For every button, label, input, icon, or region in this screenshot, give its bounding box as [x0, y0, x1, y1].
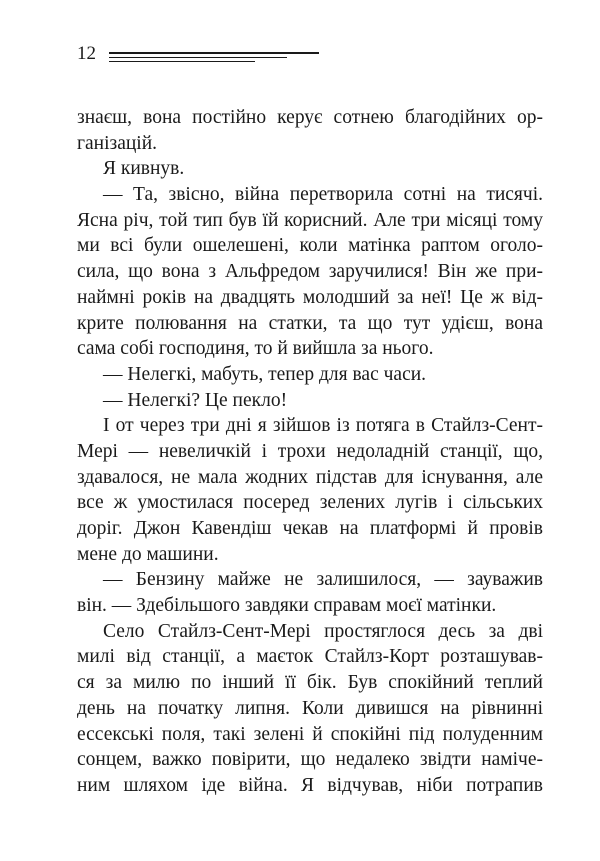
text-line: ганізацій. [77, 132, 158, 154]
text-line: — Нелегкі? Це пекло! [103, 389, 288, 411]
text-line: мене до машини. [77, 543, 219, 565]
text-line: день на початку липня. Коли дивишся на рівнинні [77, 697, 543, 719]
text-line: знаєш, вона постійно керує сотнею благодійних ор- [77, 107, 543, 128]
text-line: крите полювання на статки, та що тут удієш, вона [77, 312, 543, 334]
header-rule-middle [109, 57, 287, 58]
text-line: Село Стайлз-Сент-Мері простяглося десь за дві [103, 620, 543, 642]
text-line: ся за милю по інший її бік. Був спокійний теплий [77, 672, 543, 694]
header-rule-bottom [109, 61, 255, 62]
text-line: ми всі були ошелешені, коли матінка раптом оголо- [77, 235, 543, 257]
text-line: він. — Здебільшого завдяки справам моєї матінки. [77, 595, 497, 617]
text-line: Ясна річ, той тип був їй корисний. Але три місяці тому [77, 209, 543, 231]
text-line: — Та, звісно, війна перетворила сотні на тисячі. [103, 184, 543, 206]
text-line: — Нелегкі, мабуть, тепер для вас часи. [103, 363, 427, 385]
header-rule-top [109, 52, 319, 54]
body-text [77, 105, 543, 799]
text-line: — Бензину майже не залишилося, — зауважив [103, 569, 543, 591]
text-line: сила, що вона з Альфредом заручилися! Він же при- [77, 261, 543, 283]
text-line: І от через три дні я зійшов із потяга в Стайлз-Сент- [103, 415, 543, 437]
page-number: 12 [77, 43, 96, 64]
text-line: доріг. Джон Кавендіш чекав на платформі й провів [77, 518, 543, 539]
text-line: сама собі господиня, то й вийшла за нього. [77, 338, 434, 360]
text-line: наймні років на двадцять молодший за неї! Це ж від- [77, 286, 543, 308]
text-line: все ж умостилася посеред зелених лугів і сільських [77, 492, 543, 514]
text-line: Мері — невеличкій і трохи недоладній станції, що, [77, 440, 543, 462]
text-line: ессекські поля, такі зелені й спокійні під полуденним [77, 723, 543, 745]
text-line: Я кивнув. [103, 158, 185, 180]
text-line: милі від станції, а маєток Стайлз-Корт розташував- [77, 646, 543, 668]
text-line: сонцем, важко повірити, що недалеко звідти наміче- [77, 749, 543, 771]
text-line: здавалося, не мала жодних підстав для існування, але [77, 466, 543, 488]
text-line: ним шляхом іде війна. Я відчував, ніби потрапив [77, 774, 543, 796]
